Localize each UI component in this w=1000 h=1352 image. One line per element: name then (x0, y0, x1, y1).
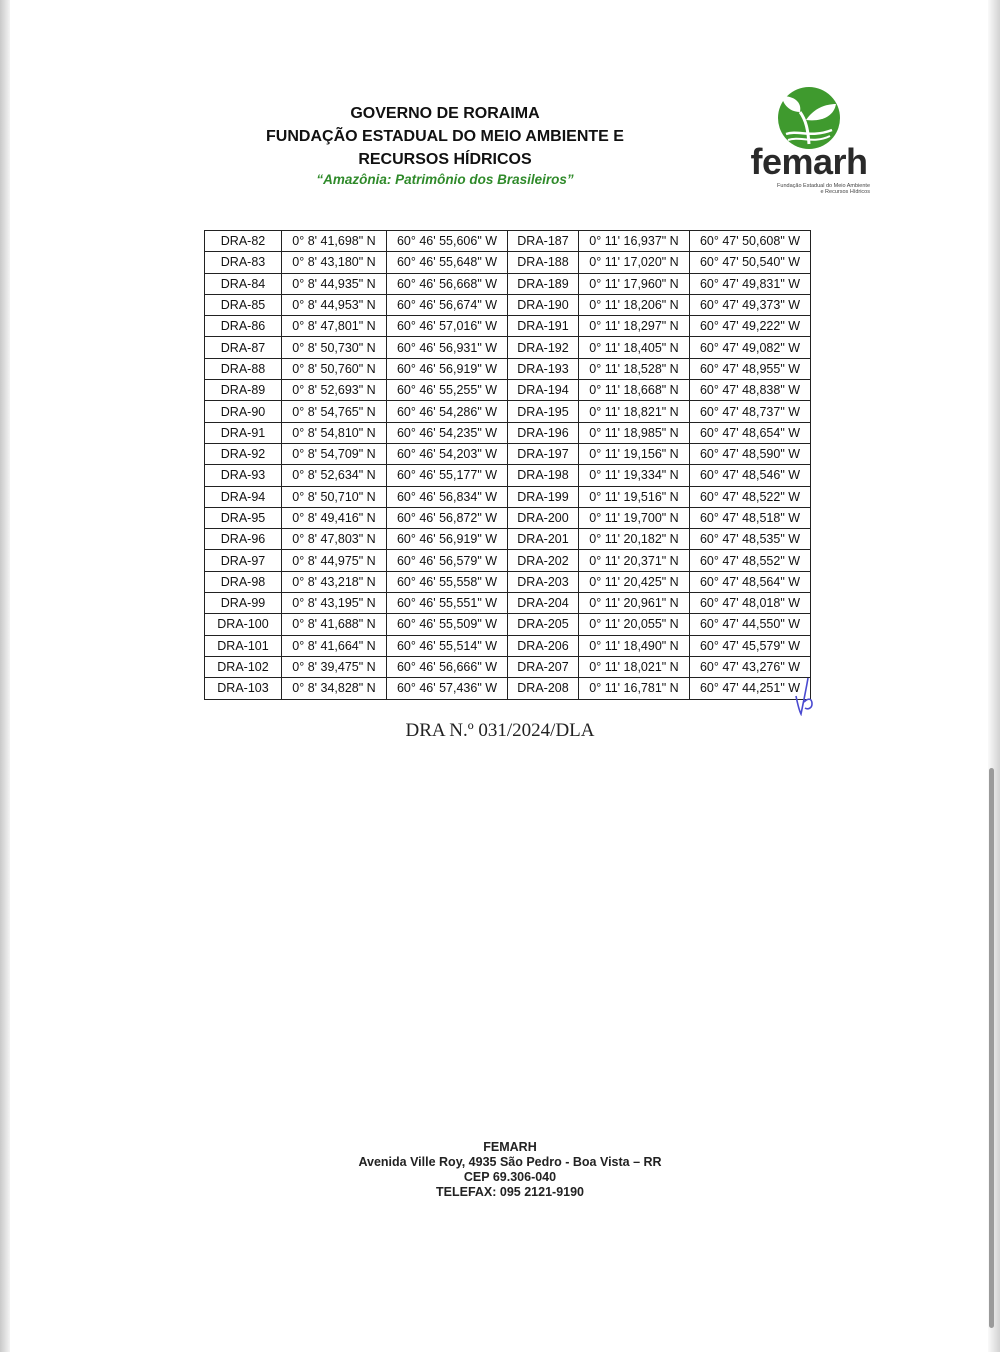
latitude-cell: 0° 8' 50,760" N (282, 358, 387, 379)
point-id-cell: DRA-101 (205, 635, 282, 656)
point-id-cell: DRA-206 (508, 635, 579, 656)
longitude-cell: 60° 46' 55,509" W (387, 614, 508, 635)
longitude-cell: 60° 47' 45,579" W (690, 635, 811, 656)
table-row (205, 507, 811, 528)
latitude-cell: 0° 11' 18,297" N (579, 316, 690, 337)
latitude-cell: 0° 8' 43,218" N (282, 571, 387, 592)
latitude-cell: 0° 8' 43,180" N (282, 252, 387, 273)
point-id-cell: DRA-98 (205, 571, 282, 592)
longitude-cell: 60° 47' 49,373" W (690, 294, 811, 315)
header-line-1: GOVERNO DE RORAIMA (350, 105, 540, 122)
point-id-cell: DRA-193 (508, 358, 579, 379)
table-row (205, 571, 811, 592)
point-id-cell: DRA-99 (205, 593, 282, 614)
latitude-cell: 0° 11' 18,821" N (579, 401, 690, 422)
point-id-cell: DRA-94 (205, 486, 282, 507)
table-row (205, 465, 811, 486)
longitude-cell: 60° 46' 54,203" W (387, 443, 508, 464)
point-id-cell: DRA-205 (508, 614, 579, 635)
table-row (205, 252, 811, 273)
point-id-cell: DRA-189 (508, 273, 579, 294)
table-row (205, 443, 811, 464)
table-row (205, 337, 811, 358)
latitude-cell: 0° 8' 50,730" N (282, 337, 387, 358)
table-row (205, 316, 811, 337)
latitude-cell: 0° 8' 41,688" N (282, 614, 387, 635)
latitude-cell: 0° 11' 16,937" N (579, 231, 690, 252)
coordinates-table (204, 230, 811, 700)
point-id-cell: DRA-196 (508, 422, 579, 443)
latitude-cell: 0° 11' 18,528" N (579, 358, 690, 379)
latitude-cell: 0° 8' 44,953" N (282, 294, 387, 315)
point-id-cell: DRA-91 (205, 422, 282, 443)
latitude-cell: 0° 11' 18,021" N (579, 656, 690, 677)
longitude-cell: 60° 47' 48,955" W (690, 358, 811, 379)
latitude-cell: 0° 11' 19,334" N (579, 465, 690, 486)
femarh-logo (742, 86, 876, 198)
point-id-cell: DRA-187 (508, 231, 579, 252)
longitude-cell: 60° 47' 48,018" W (690, 593, 811, 614)
latitude-cell: 0° 11' 19,700" N (579, 507, 690, 528)
longitude-cell: 60° 47' 50,540" W (690, 252, 811, 273)
point-id-cell: DRA-197 (508, 443, 579, 464)
header-line-2: FUNDAÇÃO ESTADUAL DO MEIO AMBIENTE E (266, 128, 624, 145)
latitude-cell: 0° 11' 18,405" N (579, 337, 690, 358)
longitude-cell: 60° 47' 49,831" W (690, 273, 811, 294)
table-row (205, 550, 811, 571)
latitude-cell: 0° 11' 18,668" N (579, 380, 690, 401)
point-id-cell: DRA-88 (205, 358, 282, 379)
longitude-cell: 60° 46' 55,606" W (387, 231, 508, 252)
logo-subtitle-line-2: e Recursos Hídricos (820, 189, 870, 195)
latitude-cell: 0° 11' 20,961" N (579, 593, 690, 614)
coordinates-table-body (205, 231, 811, 700)
longitude-cell: 60° 46' 56,919" W (387, 529, 508, 550)
footer-address: Avenida Ville Roy, 4935 São Pedro - Boa Vista – RR (358, 1155, 662, 1169)
latitude-cell: 0° 8' 41,664" N (282, 635, 387, 656)
longitude-cell: 60° 46' 55,255" W (387, 380, 508, 401)
point-id-cell: DRA-192 (508, 337, 579, 358)
point-id-cell: DRA-199 (508, 486, 579, 507)
longitude-cell: 60° 46' 55,648" W (387, 252, 508, 273)
longitude-cell: 60° 47' 49,082" W (690, 337, 811, 358)
point-id-cell: DRA-203 (508, 571, 579, 592)
latitude-cell: 0° 8' 54,765" N (282, 401, 387, 422)
point-id-cell: DRA-82 (205, 231, 282, 252)
logo-subtitle-line-1: Fundação Estadual do Meio Ambiente (777, 183, 870, 189)
longitude-cell: 60° 47' 48,838" W (690, 380, 811, 401)
table-row (205, 358, 811, 379)
logo-subtitle (742, 183, 870, 195)
latitude-cell: 0° 8' 52,634" N (282, 465, 387, 486)
table-row (205, 486, 811, 507)
document-header (240, 102, 650, 189)
longitude-cell: 60° 46' 55,551" W (387, 593, 508, 614)
table-row (205, 273, 811, 294)
latitude-cell: 0° 8' 44,975" N (282, 550, 387, 571)
point-id-cell: DRA-87 (205, 337, 282, 358)
point-id-cell: DRA-194 (508, 380, 579, 401)
latitude-cell: 0° 11' 20,371" N (579, 550, 690, 571)
longitude-cell: 60° 47' 48,518" W (690, 507, 811, 528)
table-row (205, 422, 811, 443)
latitude-cell: 0° 8' 41,698" N (282, 231, 387, 252)
point-id-cell: DRA-200 (508, 507, 579, 528)
longitude-cell: 60° 47' 48,522" W (690, 486, 811, 507)
latitude-cell: 0° 8' 44,935" N (282, 273, 387, 294)
point-id-cell: DRA-100 (205, 614, 282, 635)
latitude-cell: 0° 11' 19,156" N (579, 443, 690, 464)
table-row (205, 401, 811, 422)
point-id-cell: DRA-96 (205, 529, 282, 550)
longitude-cell: 60° 47' 48,535" W (690, 529, 811, 550)
header-line-3: RECURSOS HÍDRICOS (358, 151, 532, 168)
latitude-cell: 0° 11' 20,182" N (579, 529, 690, 550)
latitude-cell: 0° 8' 47,801" N (282, 316, 387, 337)
latitude-cell: 0° 11' 17,020" N (579, 252, 690, 273)
longitude-cell: 60° 46' 56,579" W (387, 550, 508, 571)
latitude-cell: 0° 8' 43,195" N (282, 593, 387, 614)
latitude-cell: 0° 8' 54,810" N (282, 422, 387, 443)
footer (300, 1140, 720, 1200)
table-row (205, 593, 811, 614)
table-row (205, 678, 811, 699)
longitude-cell: 60° 47' 48,590" W (690, 443, 811, 464)
point-id-cell: DRA-190 (508, 294, 579, 315)
latitude-cell: 0° 11' 20,425" N (579, 571, 690, 592)
longitude-cell: 60° 46' 56,666" W (387, 656, 508, 677)
point-id-cell: DRA-198 (508, 465, 579, 486)
longitude-cell: 60° 46' 56,834" W (387, 486, 508, 507)
latitude-cell: 0° 11' 20,055" N (579, 614, 690, 635)
table-row (205, 614, 811, 635)
latitude-cell: 0° 8' 50,710" N (282, 486, 387, 507)
latitude-cell: 0° 11' 19,516" N (579, 486, 690, 507)
footer-cep: CEP 69.306-040 (463, 1170, 557, 1184)
signature-mark (792, 672, 818, 716)
longitude-cell: 60° 47' 49,222" W (690, 316, 811, 337)
point-id-cell: DRA-86 (205, 316, 282, 337)
longitude-cell: 60° 46' 54,235" W (387, 422, 508, 443)
point-id-cell: DRA-202 (508, 550, 579, 571)
table-row (205, 529, 811, 550)
point-id-cell: DRA-204 (508, 593, 579, 614)
scrollbar[interactable] (989, 768, 994, 1328)
longitude-cell: 60° 46' 57,016" W (387, 316, 508, 337)
point-id-cell: DRA-102 (205, 656, 282, 677)
longitude-cell: 60° 46' 55,177" W (387, 465, 508, 486)
point-id-cell: DRA-85 (205, 294, 282, 315)
latitude-cell: 0° 11' 18,206" N (579, 294, 690, 315)
longitude-cell: 60° 47' 48,552" W (690, 550, 811, 571)
table-row (205, 635, 811, 656)
table-row (205, 656, 811, 677)
longitude-cell: 60° 46' 57,436" W (387, 678, 508, 699)
latitude-cell: 0° 11' 16,781" N (579, 678, 690, 699)
table-row (205, 294, 811, 315)
longitude-cell: 60° 46' 56,931" W (387, 337, 508, 358)
point-id-cell: DRA-92 (205, 443, 282, 464)
document-number: DRA N.º 031/2024/DLA (405, 720, 595, 741)
point-id-cell: DRA-191 (508, 316, 579, 337)
longitude-cell: 60° 47' 50,608" W (690, 231, 811, 252)
point-id-cell: DRA-208 (508, 678, 579, 699)
logo-wordmark: femarh (750, 141, 868, 182)
point-id-cell: DRA-84 (205, 273, 282, 294)
longitude-cell: 60° 47' 48,654" W (690, 422, 811, 443)
point-id-cell: DRA-95 (205, 507, 282, 528)
point-id-cell: DRA-83 (205, 252, 282, 273)
longitude-cell: 60° 46' 55,514" W (387, 635, 508, 656)
point-id-cell: DRA-188 (508, 252, 579, 273)
point-id-cell: DRA-195 (508, 401, 579, 422)
longitude-cell: 60° 47' 44,251" W (690, 678, 811, 699)
latitude-cell: 0° 8' 39,475" N (282, 656, 387, 677)
page-left-edge (0, 0, 10, 1352)
point-id-cell: DRA-207 (508, 656, 579, 677)
latitude-cell: 0° 11' 18,985" N (579, 422, 690, 443)
longitude-cell: 60° 46' 56,872" W (387, 507, 508, 528)
header-motto: “Amazônia: Patrimônio dos Brasileiros” (316, 172, 574, 187)
latitude-cell: 0° 8' 54,709" N (282, 443, 387, 464)
longitude-cell: 60° 46' 55,558" W (387, 571, 508, 592)
footer-org: FEMARH (483, 1140, 537, 1154)
longitude-cell: 60° 46' 56,668" W (387, 273, 508, 294)
point-id-cell: DRA-97 (205, 550, 282, 571)
latitude-cell: 0° 8' 49,416" N (282, 507, 387, 528)
table-row (205, 231, 811, 252)
latitude-cell: 0° 8' 47,803" N (282, 529, 387, 550)
longitude-cell: 60° 47' 44,550" W (690, 614, 811, 635)
point-id-cell: DRA-103 (205, 678, 282, 699)
longitude-cell: 60° 47' 48,737" W (690, 401, 811, 422)
longitude-cell: 60° 47' 43,276" W (690, 656, 811, 677)
latitude-cell: 0° 8' 34,828" N (282, 678, 387, 699)
point-id-cell: DRA-93 (205, 465, 282, 486)
latitude-cell: 0° 11' 17,960" N (579, 273, 690, 294)
table-row (205, 380, 811, 401)
point-id-cell: DRA-89 (205, 380, 282, 401)
longitude-cell: 60° 47' 48,546" W (690, 465, 811, 486)
longitude-cell: 60° 46' 54,286" W (387, 401, 508, 422)
point-id-cell: DRA-90 (205, 401, 282, 422)
latitude-cell: 0° 11' 18,490" N (579, 635, 690, 656)
longitude-cell: 60° 47' 48,564" W (690, 571, 811, 592)
longitude-cell: 60° 46' 56,674" W (387, 294, 508, 315)
latitude-cell: 0° 8' 52,693" N (282, 380, 387, 401)
longitude-cell: 60° 46' 56,919" W (387, 358, 508, 379)
footer-phone: TELEFAX: 095 2121-9190 (436, 1185, 584, 1199)
point-id-cell: DRA-201 (508, 529, 579, 550)
